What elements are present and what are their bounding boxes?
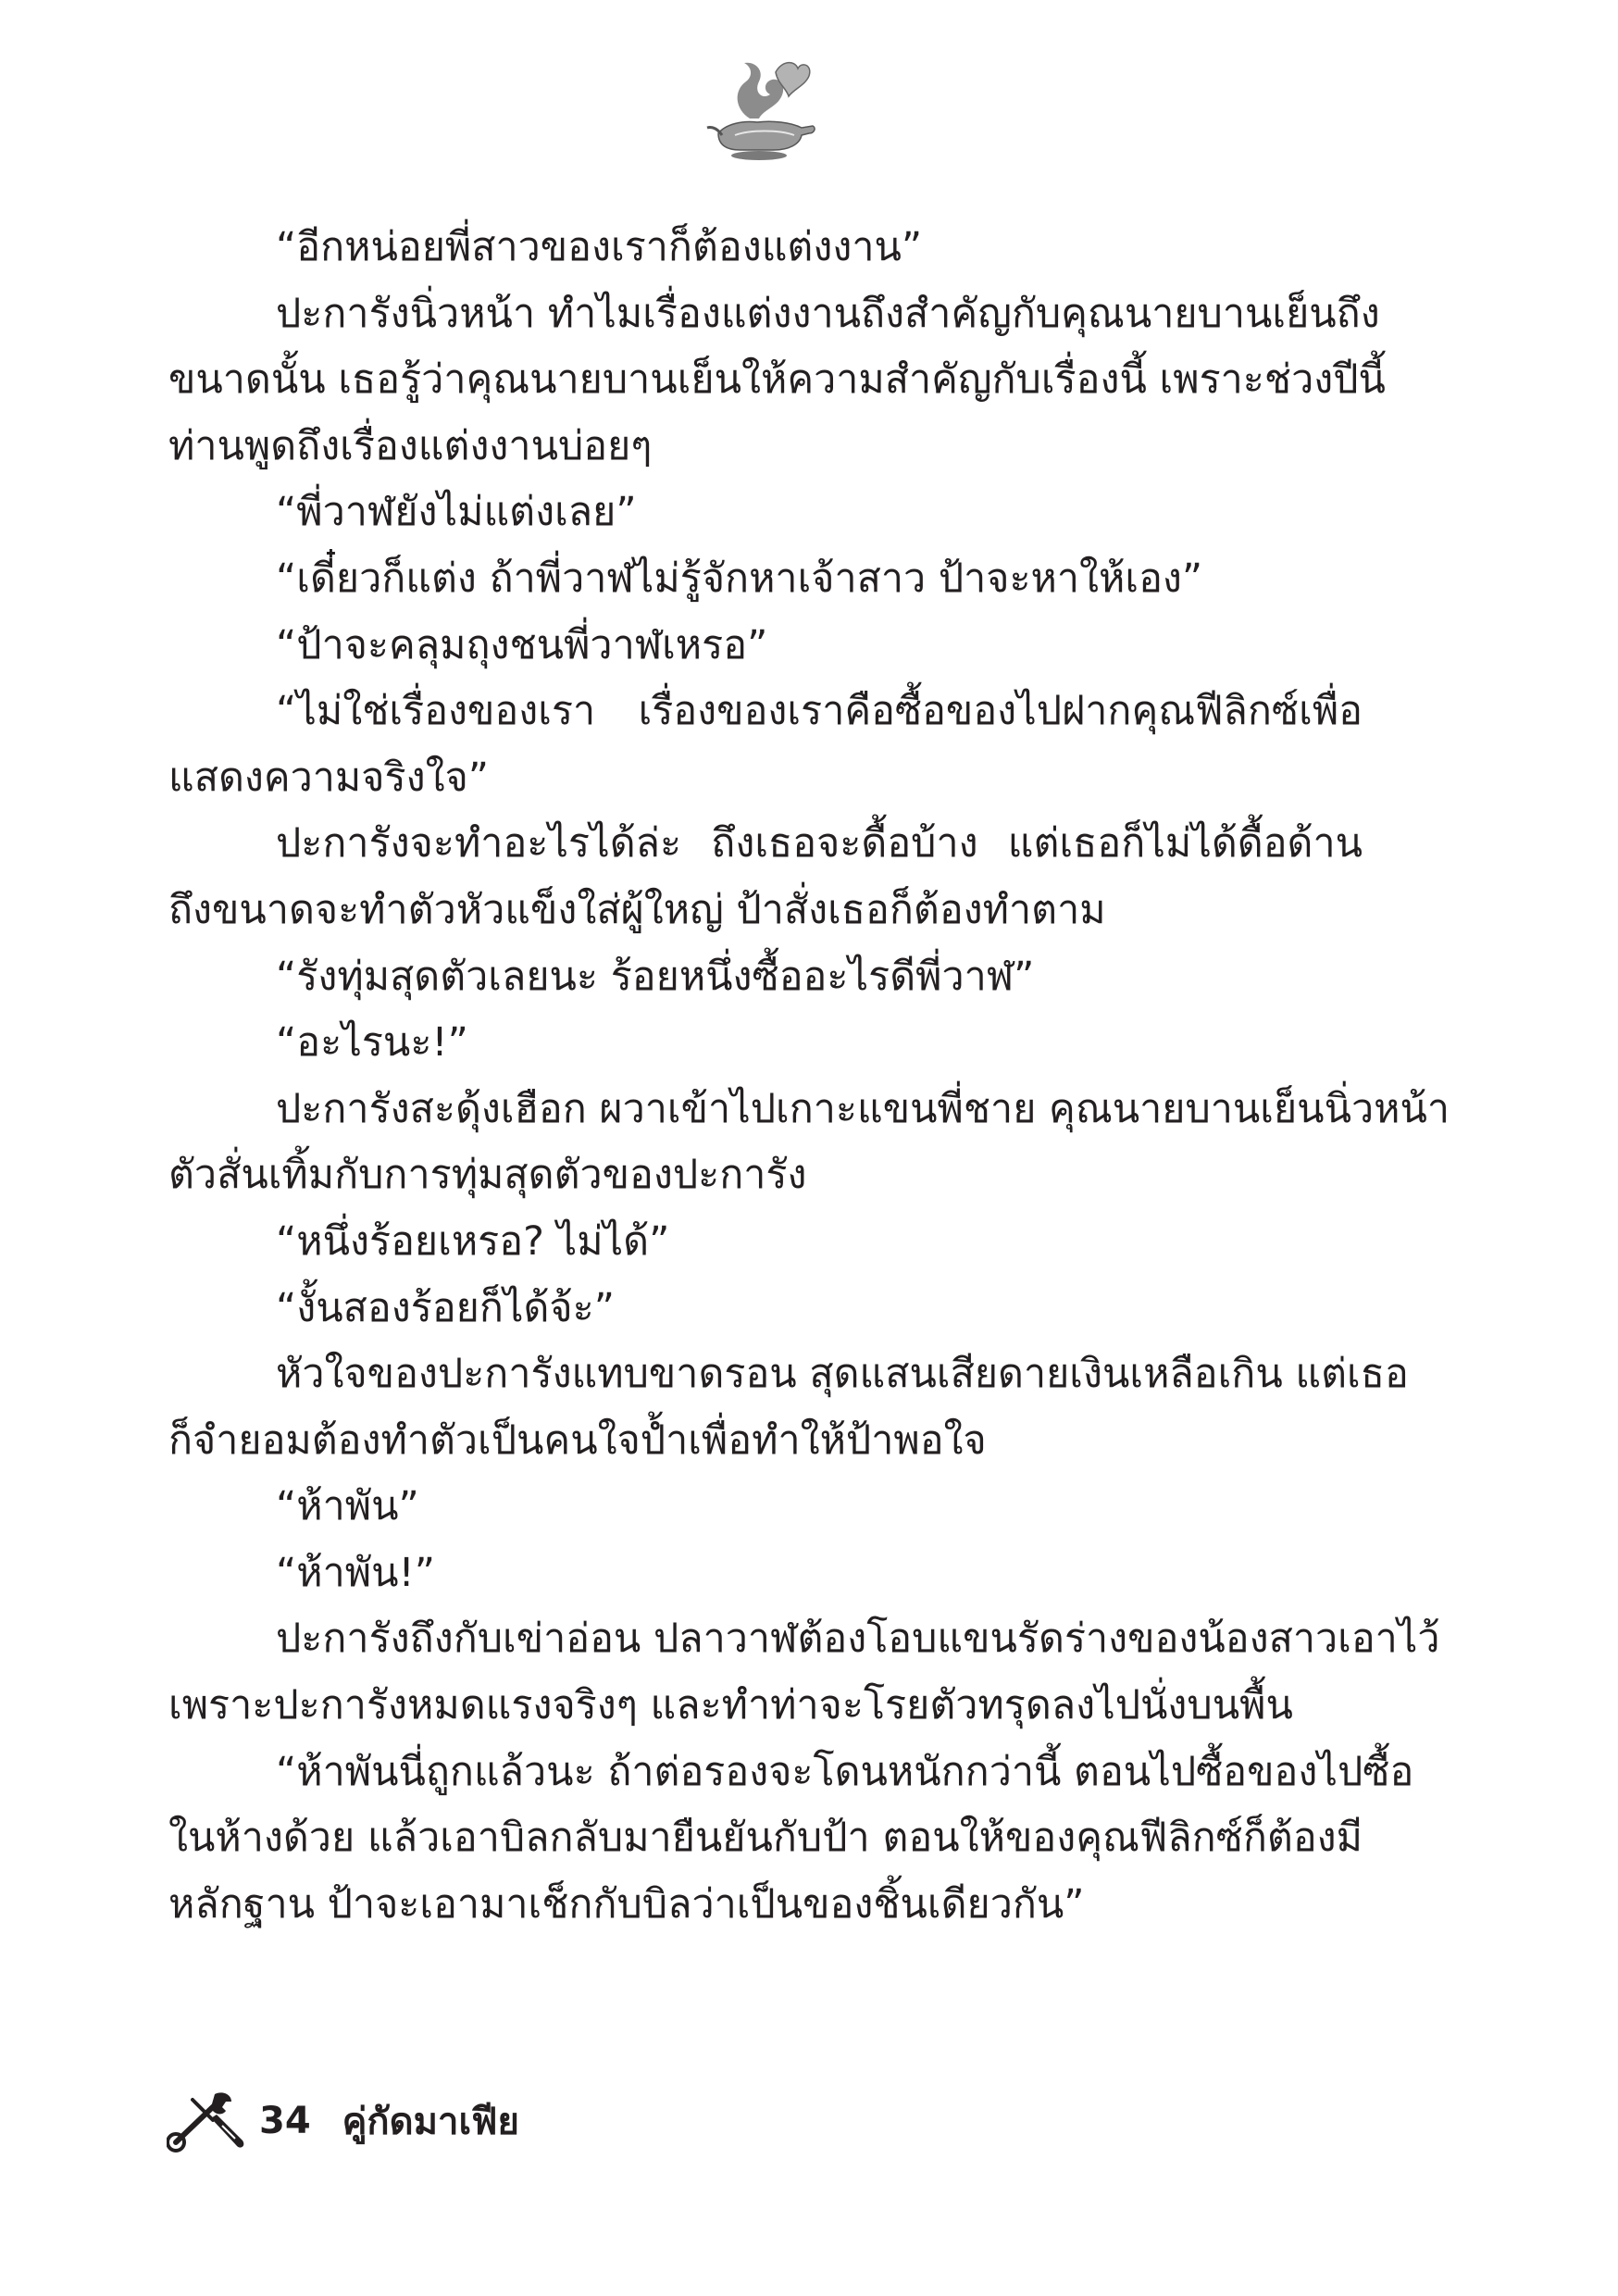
text-line: “ห้าพัน” <box>276 1483 419 1530</box>
book-title: คู่กัดมาเฟีย <box>342 2101 519 2143</box>
text-line: เพราะปะการังหมดแรงจริงๆ และทำท่าจะโรยตัวทรุดลงไปนั่งบนพื้น <box>168 1682 1293 1729</box>
text-line: ขนาดนั้น เธอรู้ว่าคุณนายบานเย็นให้ความสำคัญกับเรื่องนี้ เพราะช่วงปีนี้ <box>168 356 1386 404</box>
text-line: “เดี๋ยวก็แต่ง ถ้าพี่วาฬไม่รู้จักหาเจ้าสาว ป้าจะหาให้เอง” <box>276 555 1203 602</box>
text-line: “ไม่ใช่เรื่องของเรา เรื่องของเราคือซื้อของไปฝากคุณฟีลิกซ์เพื่อ <box>276 688 1363 735</box>
text-line: “พี่วาฬยังไม่แต่งเลย” <box>276 489 637 536</box>
text-line: “หนึ่งร้อยเหรอ? ไม่ได้” <box>276 1217 670 1265</box>
text-line: แสดงความจริงใจ” <box>168 754 490 801</box>
text-line: ปะการังจะทำอะไรได้ล่ะ ถึงเธอจะดื้อบ้าง แต่เธอก็ไม่ได้ดื้อด้าน <box>276 820 1363 867</box>
text-line: ตัวสั่นเทิ้มกับการทุ่มสุดตัวของปะการัง <box>168 1152 807 1199</box>
text-line: ปะการังถึงกับเข่าอ่อน ปลาวาฬต้องโอบแขนรัดร่างของน้องสาวเอาไว้ <box>276 1616 1440 1663</box>
text-line: ก็จำยอมต้องทำตัวเป็นคนใจป้ำเพื่อทำให้ป้าพอใจ <box>168 1416 987 1464</box>
body-text <box>168 215 1450 1938</box>
text-line: “อะไรนะ!” <box>276 1019 468 1067</box>
text-line: หลักฐาน ป้าจะเอามาเช็กกับบิลว่าเป็นของชิ้นเดียวกัน” <box>168 1880 1085 1928</box>
text-line: ปะการังนิ่วหน้า ทำไมเรื่องแต่งงานถึงสำคัญกับคุณนายบานเย็นถึง <box>276 290 1380 337</box>
text-line: ท่านพูดถึงเรื่องแต่งงานบ่อยๆ <box>168 422 653 469</box>
text-line: “ห้าพันนี่ถูกแล้วนะ ถ้าต่อรองจะโดนหนักกว่านี้ ตอนไปซื้อของไปซื้อ <box>276 1748 1414 1795</box>
text-line: ถึงขนาดจะทำตัวหัวแข็งใส่ผู้ใหญ่ ป้าสั่งเธอก็ต้องทำตาม <box>168 886 1106 933</box>
text-line: “รังทุ่มสุดตัวเลยนะ ร้อยหนึ่งซื้ออะไรดีพี่วาฬ” <box>276 953 1035 1000</box>
page-footer <box>167 2089 519 2153</box>
text-line: หัวใจของปะการังแทบขาดรอน สุดแสนเสียดายเงินเหลือเกิน แต่เธอ <box>276 1351 1409 1398</box>
text-line: “ห้าพัน!” <box>276 1549 436 1596</box>
text-line: ปะการังสะดุ้งเฮือก ผวาเข้าไปเกาะแขนพี่ชาย คุณนายบานเย็นนิ่วหน้า <box>276 1085 1450 1132</box>
wrench-screwdriver-icon <box>167 2089 252 2153</box>
page-number: 34 <box>259 2100 311 2142</box>
text-line: “อีกหน่อยพี่สาวของเราก็ต้องแต่งงาน” <box>276 224 923 270</box>
genie-lamp-icon <box>698 54 820 165</box>
text-line: “ป้าจะคลุมถุงชนพี่วาฬเหรอ” <box>276 621 768 668</box>
text-line: “งั้นสองร้อยก็ได้จ้ะ” <box>276 1284 616 1331</box>
text-line: ในห้างด้วย แล้วเอาบิลกลับมายืนยันกับป้า ตอนให้ของคุณฟีลิกซ์ก็ต้องมี <box>168 1815 1363 1862</box>
